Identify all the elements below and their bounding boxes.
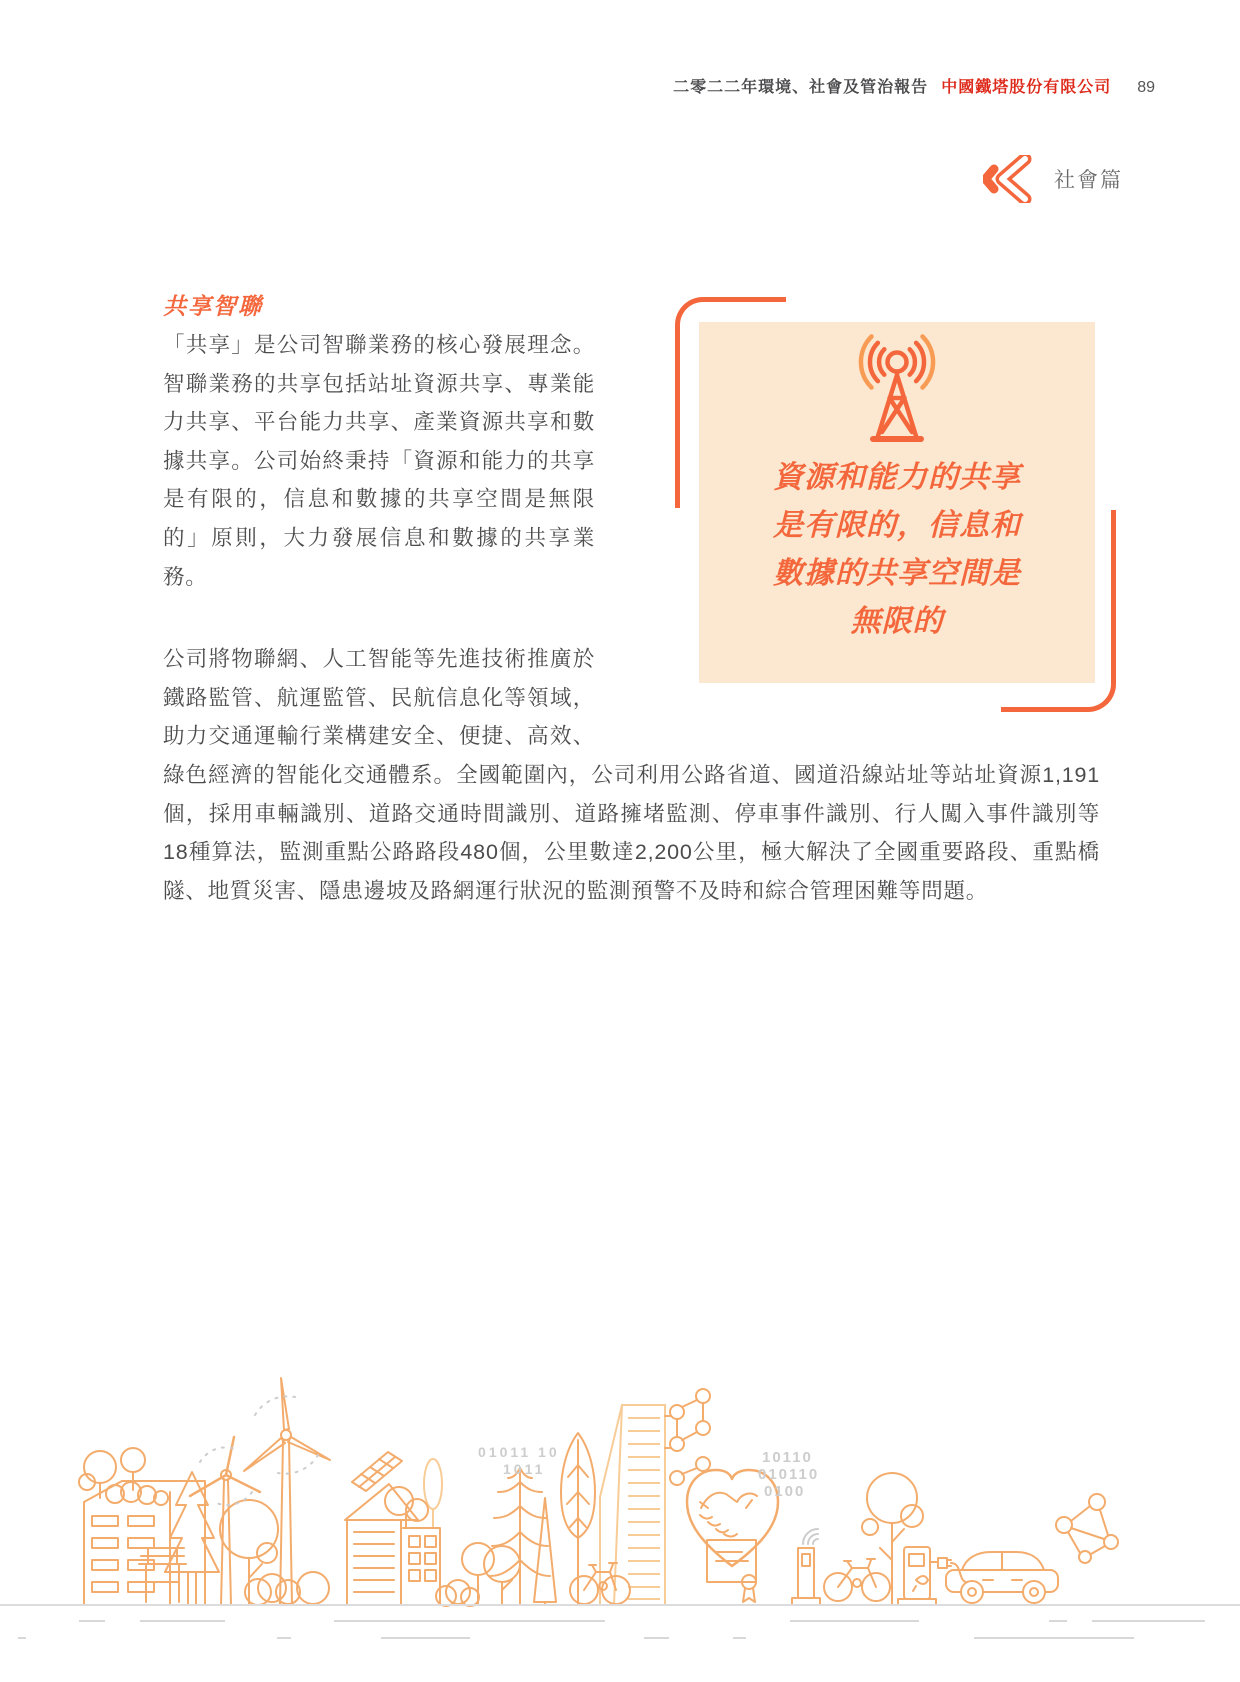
quote-callout: [595, 326, 1100, 746]
city-illustration: [0, 1230, 1240, 1682]
report-title: 二零二二年環境、社會及管治報告: [673, 79, 929, 96]
bush-right: [436, 1580, 479, 1606]
callout-quote-text: 資源和能力的共享是有限的，信息和數據的共享空間是無限的: [773, 461, 1021, 638]
double-chevron-left-icon: [983, 155, 1041, 203]
skyscraper: [600, 1405, 665, 1605]
fluffy-trees: [385, 1487, 428, 1528]
svg-text:0100: 0100: [764, 1483, 806, 1500]
apartment-building: [403, 1528, 440, 1605]
bench: [139, 1548, 186, 1602]
binary-text-left: [478, 1444, 560, 1477]
chapter-label: 社會篇: [1054, 169, 1123, 192]
road-dashes: [18, 1621, 1205, 1638]
paragraph-2: 公司將物聯網、人工智能等先進技術推廣於鐵路監管、航運監管、民航信息化等領域，助力交通運輸行業構建安全、便捷、高效、綠色經濟的智能化交通體系。全國範圍內，公司利用公路省道、國道沿線站址等站址資源1,191個，採用車輛識別、道路交通時間識別、道路擁堵監測、停車事件識別、行人闖入事件識別等18種算法，監測重點公路路段480個，公里數達2,200公里，極大解決了全國重要路段、重點橋隧、地質災害、隱患邊坡及路網運行狀況的監測預警不及時和綜合管理困難等問題。: [163, 647, 1100, 903]
car-icon: [946, 1552, 1058, 1603]
company-name: 中國鐵塔股份有限公司: [941, 79, 1112, 96]
page-header: [673, 74, 1155, 97]
low-building: [84, 1481, 205, 1605]
pine-tree: [165, 1472, 219, 1605]
paragraph-1: 「共享」是公司智聯業務的核心發展理念。智聯業務的共享包括站址資源共享、專業能力共享、平台能力共享、產業資源共享和數據共享。公司始終秉持「資源和能力的共享是有限的，信息和數據的共享空間是無限的」原則，大力發展信息和數據的共享業務。: [163, 333, 595, 589]
ev-charger-icon: [898, 1547, 966, 1605]
quote-box: [699, 322, 1095, 683]
svg-text:1011: 1011: [503, 1461, 546, 1477]
bicycle-icon-2: [824, 1559, 890, 1601]
svg-text:10110: 10110: [762, 1449, 813, 1466]
wifi-icon: [803, 1529, 818, 1544]
round-trees-pair: [462, 1543, 520, 1605]
network-graph-icon: [1056, 1494, 1118, 1563]
thin-pine-tree: [534, 1498, 556, 1605]
section-heading: 共享智聯: [163, 293, 263, 319]
oval-tree: [424, 1459, 442, 1528]
certificate-icon: [707, 1540, 756, 1602]
page-number: 89: [1137, 79, 1155, 96]
turbine-arcs: [200, 1396, 318, 1505]
svg-text:010110: 010110: [758, 1466, 820, 1483]
leaf-tree: [561, 1433, 595, 1605]
chapter-marker: [983, 155, 1123, 203]
article-body: [163, 326, 1100, 910]
binary-text-right: [758, 1449, 819, 1500]
street-tree: [862, 1473, 923, 1605]
network-nodes: [665, 1389, 710, 1485]
svg-text:01011 10: 01011 10: [478, 1444, 560, 1460]
smart-pole-icon: [792, 1548, 820, 1605]
signal-tower-icon: [831, 332, 963, 450]
bushes-mid: [245, 1572, 329, 1605]
